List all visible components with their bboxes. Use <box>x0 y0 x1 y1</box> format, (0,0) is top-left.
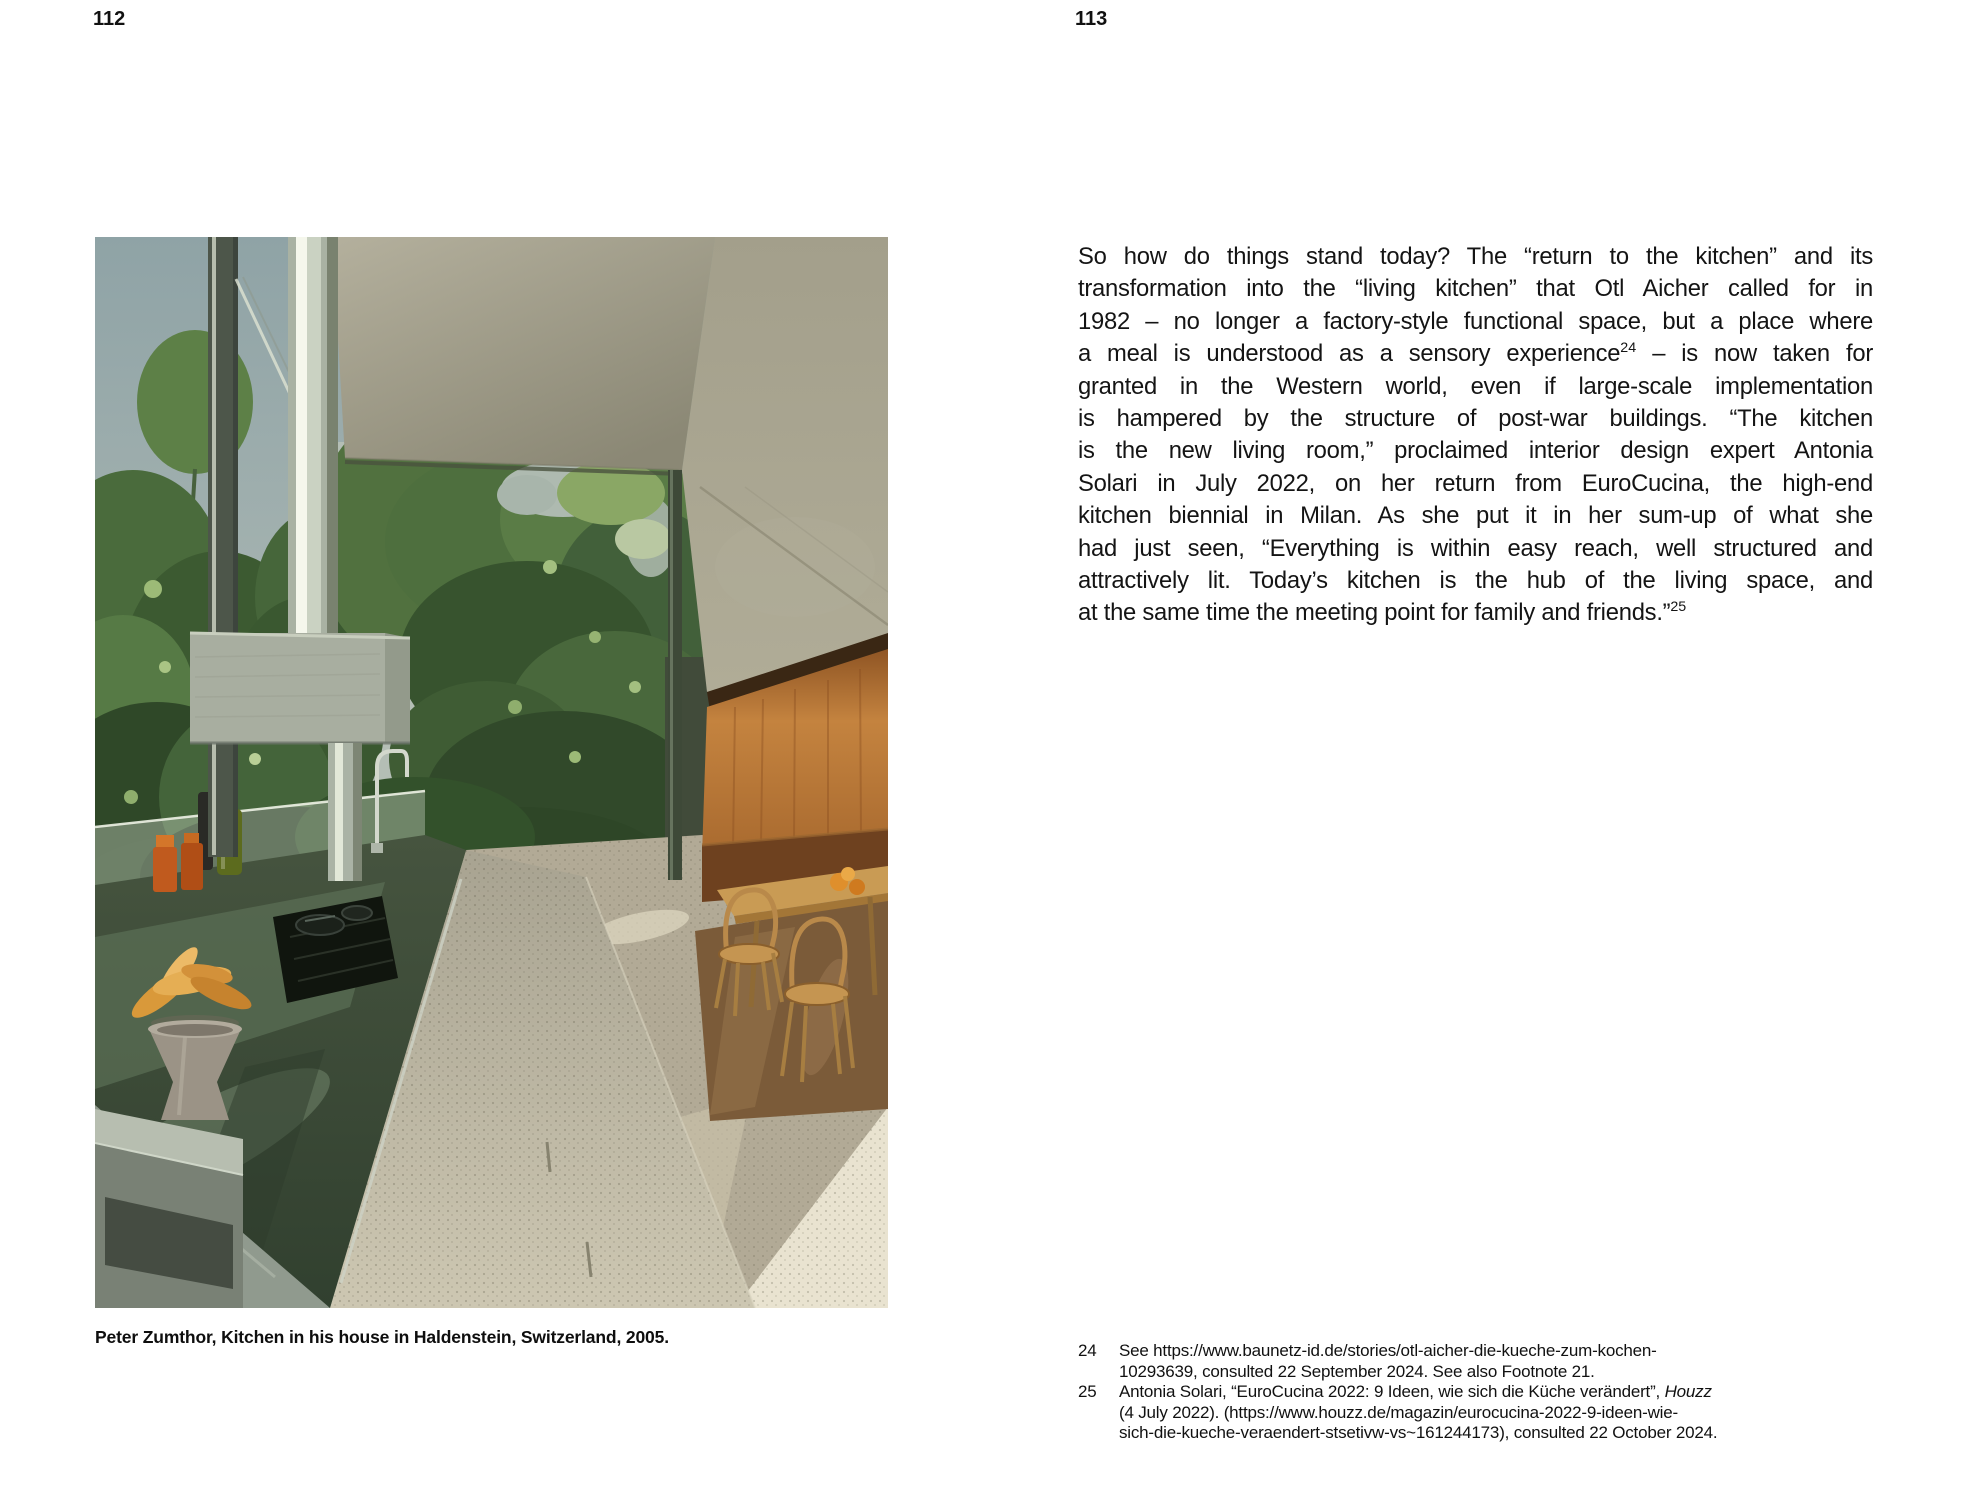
flue-pipe <box>288 237 338 635</box>
paragraph-line: kitchen biennial in Milan. As she put it in her sum-up of what she <box>1078 502 1873 530</box>
concrete-ceiling <box>332 237 715 474</box>
paragraph-line: granted in the Western world, even if large-scale implementation <box>1078 372 1873 400</box>
footnotes <box>1078 1341 1878 1444</box>
paragraph-line: 1982 – no longer a factory-style functional space, but a place where <box>1078 307 1873 335</box>
paragraph-line: transformation into the “living kitchen” that Otl Aicher called for in <box>1078 275 1873 303</box>
paragraph-line: attractively lit. Today’s kitchen is the hub of the living space, and <box>1078 566 1873 594</box>
footnote-number: 24 <box>1078 1341 1097 1360</box>
footnote-text: Antonia Solari, “EuroCucina 2022: 9 Ideen, wie sich die Küche verändert”, Houzz (4 July 2022). (https://www.houzz.de/magazin/eurocucina-2022-9-ideen-wie- sich-die-kueche-veraendert-stsetivw-vs~161244173), consulted 22 October 2024. <box>1119 1382 1718 1443</box>
paragraph-line: a meal is understood as a sensory experience$^{24}$ – is now taken for <box>1078 340 1873 368</box>
paragraph-line: had just seen, “Everything is within easy reach, well structured and <box>1078 534 1873 562</box>
footnote <box>1078 1382 1878 1444</box>
right-page-number: 113 <box>1075 8 1108 30</box>
paragraph-line: Solari in July 2022, on her return from EuroCucina, the high-end <box>1078 469 1873 497</box>
footnote-reference: 24 <box>1620 340 1637 357</box>
paragraph-line: is the new living room,” proclaimed interior design expert Antonia <box>1078 437 1873 465</box>
footnote <box>1078 1341 1878 1382</box>
window-post <box>668 470 682 880</box>
kitchen-photo <box>95 237 888 1308</box>
kitchen-photo-illustration <box>95 237 888 1308</box>
footnote-number: 25 <box>1078 1382 1097 1402</box>
photo-caption: Peter Zumthor, Kitchen in his house in Haldenstein, Switzerland, 2005. <box>95 1327 669 1347</box>
paragraph-line: is hampered by the structure of post-war buildings. “The kitchen <box>1078 404 1873 432</box>
footnote-reference: 25 <box>1670 599 1687 616</box>
paragraph-line: So how do things stand today? The “return to the kitchen” and its <box>1078 243 1873 270</box>
paragraph <box>1078 241 1873 630</box>
left-page-number: 112 <box>93 8 126 30</box>
concrete-wall <box>682 237 888 692</box>
footnote-text: See https://www.baunetz-id.de/stories/otl-aicher-die-kueche-zum-kochen- 10293639, consulted 22 September 2024. See also Footnote 21. <box>1119 1341 1657 1381</box>
paragraph-line: at the same time the meeting point for family and friends.”$^{25}$ <box>1078 599 1687 627</box>
